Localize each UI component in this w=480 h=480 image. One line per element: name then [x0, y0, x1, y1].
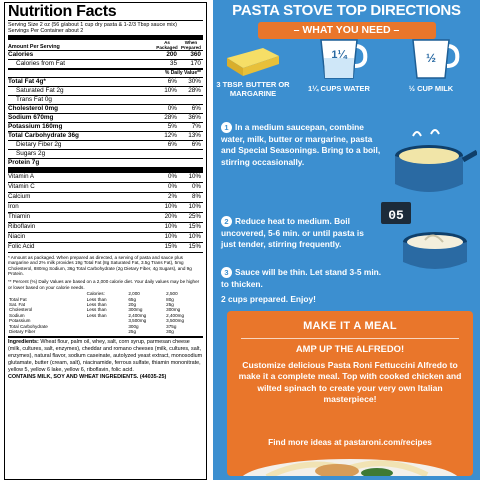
step-1-text: In a medium saucepan, combine water, milk, butter or margarine, pasta and Special Seasonings. Bring to a boil, stirring occasionally. [221, 122, 381, 167]
dv-table-cell: Sat. Fat [9, 302, 26, 308]
nutrient-row [8, 158, 203, 167]
ingredient-icons [213, 36, 480, 126]
vitamin-dv-prepared: 15% [188, 242, 201, 250]
ingredients-label: Ingredients: [8, 339, 39, 346]
step-2-text: Reduce heat to medium. Boil uncovered, 5-6 min. or until pasta is just tender, stirring frequently. [221, 216, 364, 249]
vitamin-label: Calcium [8, 193, 31, 201]
nutrient-label: Potassium 160mg [8, 123, 63, 131]
nutrient-label: Protein 7g [8, 159, 40, 167]
saucepan-timer-icon [377, 200, 477, 276]
nutrient-dv-packaged: 0% [167, 105, 177, 113]
what-you-need-dash-right: – [390, 24, 400, 36]
dv-table-cell: Less than [86, 312, 107, 318]
dv-table-cell: Total Fat [9, 296, 27, 302]
nutrient-label: Sodium 670mg [8, 114, 54, 122]
dv-table-row [8, 329, 203, 334]
nutrient-dv-prepared: 6% [191, 105, 201, 113]
col-prepared: When Prepared [181, 40, 201, 51]
nutrient-dv-prepared: 30% [188, 78, 201, 86]
dv-table-cell: 2,000 [128, 291, 140, 297]
calories-packaged: 200 [166, 51, 177, 59]
dv-table-cell: Potassium [9, 318, 31, 324]
servings-per-container: Servings Per Container about 2 [8, 28, 84, 35]
footnote-packaged: * Amount as packaged. When prepared as directed, a serving of pasta and sauce plus margarine and 2% milk provides 19g Total Fat (8g Saturated Fat, 3.5g Trans Fat), 5mg Cholesterol, 880mg Sodium, 36g Total Carbohydrate (2g Dietary Fiber, 4g Sugars), and 9g Protein. [8, 254, 192, 277]
dv-table-cell: 25g [166, 302, 174, 308]
nutrient-label: Saturated Fat 2g [16, 87, 64, 95]
daily-value-table [8, 291, 203, 334]
butter-icon [213, 36, 293, 78]
step-3-text: Sauce will be thin. Let stand 3-5 min. to thicken. [221, 267, 382, 289]
meal-body: Customize delicious Pasta Roni Fettuccini Alfredo to make it a complete meal. Top with cooked chicken and wilted spinach to create your very own Italian masterpiece! [238, 360, 462, 405]
nutrient-dv-packaged: 6% [167, 141, 177, 149]
nutrient-dv-packaged: 5% [167, 123, 177, 131]
dv-table-cell: Calories: [86, 291, 105, 297]
nutrient-dv-prepared: 36% [188, 114, 201, 122]
dv-table-cell: 2,400mg [166, 312, 185, 318]
meal-subheading: AMP UP THE ALFREDO! [295, 343, 405, 354]
vitamin-label: Iron [8, 203, 19, 211]
nutrient-label: Trans Fat 0g [16, 96, 52, 104]
step-3 [221, 267, 386, 290]
need-item-milk [391, 36, 471, 93]
nutrition-frame [4, 2, 207, 480]
what-you-need-title: WHAT YOU NEED [302, 24, 391, 36]
ingredients-text: Wheat flour, palm oil, whey, salt, corn syrup, parmesan cheese (milk, cultures, salt, enzymes), cheddar and romano cheeses (milk, cultures, salt, enzymes), natural flavor, sodium caseinate, autolyzed yeast extract, monosodium glutamate, butter (cream, salt), niacinamide, ferrous sulfate, thiamin mononitrate, yellow 5, yellow 6 lake, yellow 6, riboflavin, folic acid. [8, 339, 203, 374]
dv-table-cell: 80g [166, 296, 174, 302]
vitamin-row [8, 232, 203, 242]
nutrient-row [8, 140, 203, 149]
vitamin-dv-packaged: 2% [168, 193, 177, 201]
nutrient-dv-packaged: 12% [164, 132, 177, 140]
ingredients [8, 336, 203, 380]
allergen-statement: CONTAINS MILK, SOY AND WHEAT INGREDIENTS. (44035-25) [8, 374, 167, 380]
vitamin-dv-prepared: 10% [188, 203, 201, 211]
step-2-number: 2 [221, 216, 232, 227]
vitamin-row [8, 182, 203, 192]
vitamin-dv-packaged: 10% [164, 222, 177, 230]
timer-display: 05 [388, 208, 404, 223]
nutrition-title: Nutrition Facts [8, 3, 203, 21]
nutrient-row [8, 113, 203, 122]
nutrient-label: Sugars 2g [16, 150, 46, 158]
measuring-cup-water-icon [299, 36, 379, 82]
dv-table-cell: 300mg [128, 307, 143, 313]
dv-table-cell: 2,400mg [128, 312, 147, 318]
vitamin-row [8, 172, 203, 182]
daily-value-header: % Daily Value** [164, 70, 201, 77]
vitamin-dv-packaged: 0% [168, 173, 177, 181]
dv-table-cell: 300g [128, 323, 139, 329]
footnote-daily-value: ** Percent (%) Daily Values are based on a 2,000 calorie diet. Your daily values may be higher or lower based on your calorie needs. [8, 279, 200, 290]
nutrient-row [8, 77, 203, 86]
vitamin-dv-prepared: 10% [188, 173, 201, 181]
step-3-number: 3 [221, 267, 232, 278]
nutrient-row [8, 95, 203, 104]
vitamin-row [8, 192, 203, 202]
dv-table-cell: Total Carbohydrate [9, 323, 48, 329]
calories-fat-prepared: 170 [190, 60, 201, 68]
nutrient-label: Cholesterol 0mg [8, 105, 59, 113]
nutrient-label: Total Carbohydrate 36g [8, 132, 79, 140]
calories-fat-label: Calories from Fat [16, 60, 66, 68]
need-item-milk-label: ½ CUP MILK [408, 84, 454, 93]
measuring-cup-milk-icon [391, 36, 471, 82]
vitamin-dv-prepared: 25% [188, 213, 201, 221]
need-item-water-label: 1¼ CUPS WATER [308, 84, 370, 93]
servings-prepared-note: 2 cups prepared. Enjoy! [221, 294, 316, 304]
nutrient-row [8, 86, 203, 95]
vitamin-label: Vitamin C [8, 183, 35, 191]
col-packaged: As Packaged [156, 40, 178, 51]
nutrient-row [8, 104, 203, 113]
amount-header [8, 40, 203, 50]
dv-table-cell: 3,500mg [166, 318, 185, 324]
nutrient-dv-packaged: 6% [167, 78, 177, 86]
calories-label: Calories [8, 51, 34, 59]
dv-table-cell: Less than [86, 302, 107, 308]
step-2 [221, 216, 381, 251]
vitamin-row [8, 222, 203, 232]
nutrient-rows [8, 77, 203, 167]
meal-divider [241, 338, 459, 339]
calories-fat-packaged: 35 [169, 60, 177, 68]
nutrient-dv-prepared: 7% [191, 123, 201, 131]
vitamin-dv-prepared: 8% [192, 193, 201, 201]
vitamin-label: Niacin [8, 232, 26, 240]
vitamin-label: Folic Acid [8, 242, 35, 250]
vitamin-dv-packaged: 15% [164, 242, 177, 250]
what-you-need-dash-left: – [293, 24, 303, 36]
nutrient-label: Dietary Fiber 2g [16, 141, 62, 149]
nutrient-row [8, 149, 203, 158]
vitamin-row [8, 242, 203, 252]
calories-fat-row [8, 59, 203, 68]
vitamin-dv-packaged: 10% [164, 203, 177, 211]
step-1 [221, 122, 381, 168]
make-it-a-meal-box [227, 311, 473, 476]
vitamin-dv-packaged: 0% [168, 183, 177, 191]
vitamin-dv-prepared: 0% [192, 183, 201, 191]
dv-table-cell: 300mg [166, 307, 181, 313]
vitamin-dv-packaged: 10% [164, 232, 177, 240]
vitamin-dv-packaged: 20% [164, 213, 177, 221]
dv-table-cell: Less than [86, 296, 107, 302]
nutrient-row [8, 122, 203, 131]
calories-row [8, 50, 203, 59]
meal-heading: MAKE IT A MEAL [303, 320, 397, 332]
pasta-dish-image [227, 451, 473, 476]
dv-table-cell: 375g [166, 323, 177, 329]
vitamin-label: Vitamin A [8, 173, 35, 181]
nutrient-dv-prepared: 6% [191, 141, 201, 149]
dv-table-cell [86, 329, 128, 334]
vitamin-dv-prepared: 15% [188, 222, 201, 230]
vitamin-row [8, 202, 203, 212]
vitamin-rows [8, 172, 203, 251]
dv-table-cell: 2,500 [166, 291, 178, 297]
vitamin-dv-prepared: 10% [188, 232, 201, 240]
need-item-water [299, 36, 379, 93]
calories-prepared: 360 [190, 51, 201, 59]
dv-table-cell: Less than [86, 307, 107, 313]
amount-per-serving: Amount Per Serving [8, 44, 60, 51]
nutrient-label: Total Fat 4g* [8, 78, 46, 86]
milk-badge: ½ [425, 51, 437, 65]
need-item-butter [213, 36, 293, 98]
dv-table-cell: Cholesterol [9, 307, 33, 313]
recipes-link[interactable]: Find more ideas at pastaroni.com/recipes [268, 437, 432, 447]
nutrient-row [8, 131, 203, 140]
step-1-number: 1 [221, 122, 232, 133]
dv-table-cell: Dietary Fiber [9, 329, 36, 335]
nutrient-dv-packaged: 10% [164, 87, 177, 95]
vitamin-label: Riboflavin [8, 222, 36, 230]
dv-table-cell: 3,500mg [128, 318, 147, 324]
dv-table-cell: 20g [128, 302, 136, 308]
dv-table-cell: 30g [166, 329, 174, 335]
serving-size: Serving Size 2 oz (56 g/about 1 cup dry pasta & 1-2/3 Tbsp sauce mix) [8, 22, 177, 28]
dv-table-cell: 25g [128, 329, 136, 335]
saucepan-icon [385, 128, 477, 200]
vitamin-label: Thiamin [8, 213, 31, 221]
nutrient-dv-prepared: 28% [188, 87, 201, 95]
dv-table-cell: Sodium [9, 312, 25, 318]
nutrition-label [0, 0, 213, 480]
dv-table-cell: 65g [128, 296, 136, 302]
vitamin-row [8, 212, 203, 222]
nutrient-dv-packaged: 28% [164, 114, 177, 122]
need-item-butter-label: 3 TBSP. BUTTER OR MARGARINE [216, 80, 290, 98]
nutrient-dv-prepared: 13% [188, 132, 201, 140]
directions-title: PASTA STOVE TOP DIRECTIONS [232, 2, 461, 19]
water-badge: 1¼ [331, 49, 347, 61]
